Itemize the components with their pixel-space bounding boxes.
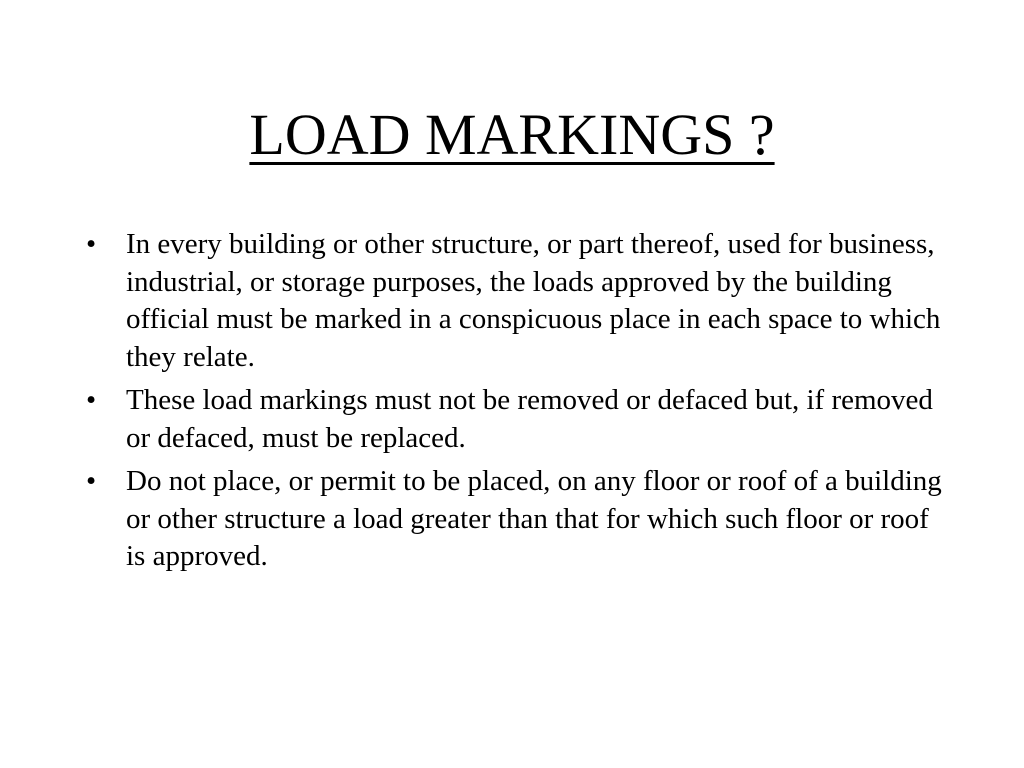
bullet-icon: •: [86, 228, 97, 260]
bullet-item: [86, 226, 946, 376]
bullet-text: Do not place, or permit to be placed, on any floor or roof of a building or other structure a load greater than that for which such floor or roof is approved.: [126, 465, 942, 572]
bullet-icon: •: [86, 384, 97, 416]
bullet-icon: •: [86, 465, 97, 497]
bullet-item: [86, 382, 946, 457]
bullet-item: [86, 463, 946, 576]
slide-title: [0, 100, 1024, 170]
bullet-text: In every building or other structure, or part thereof, used for business, industrial, or storage purposes, the loads approved by the building official must be marked in a conspicuous place in each space to which they relate.: [126, 228, 941, 373]
bullet-text: These load markings must not be removed or defaced but, if removed or defaced, must be replaced.: [126, 384, 933, 454]
bullet-list: [86, 226, 946, 582]
slide-title-text: LOAD MARKINGS ?: [249, 102, 775, 167]
